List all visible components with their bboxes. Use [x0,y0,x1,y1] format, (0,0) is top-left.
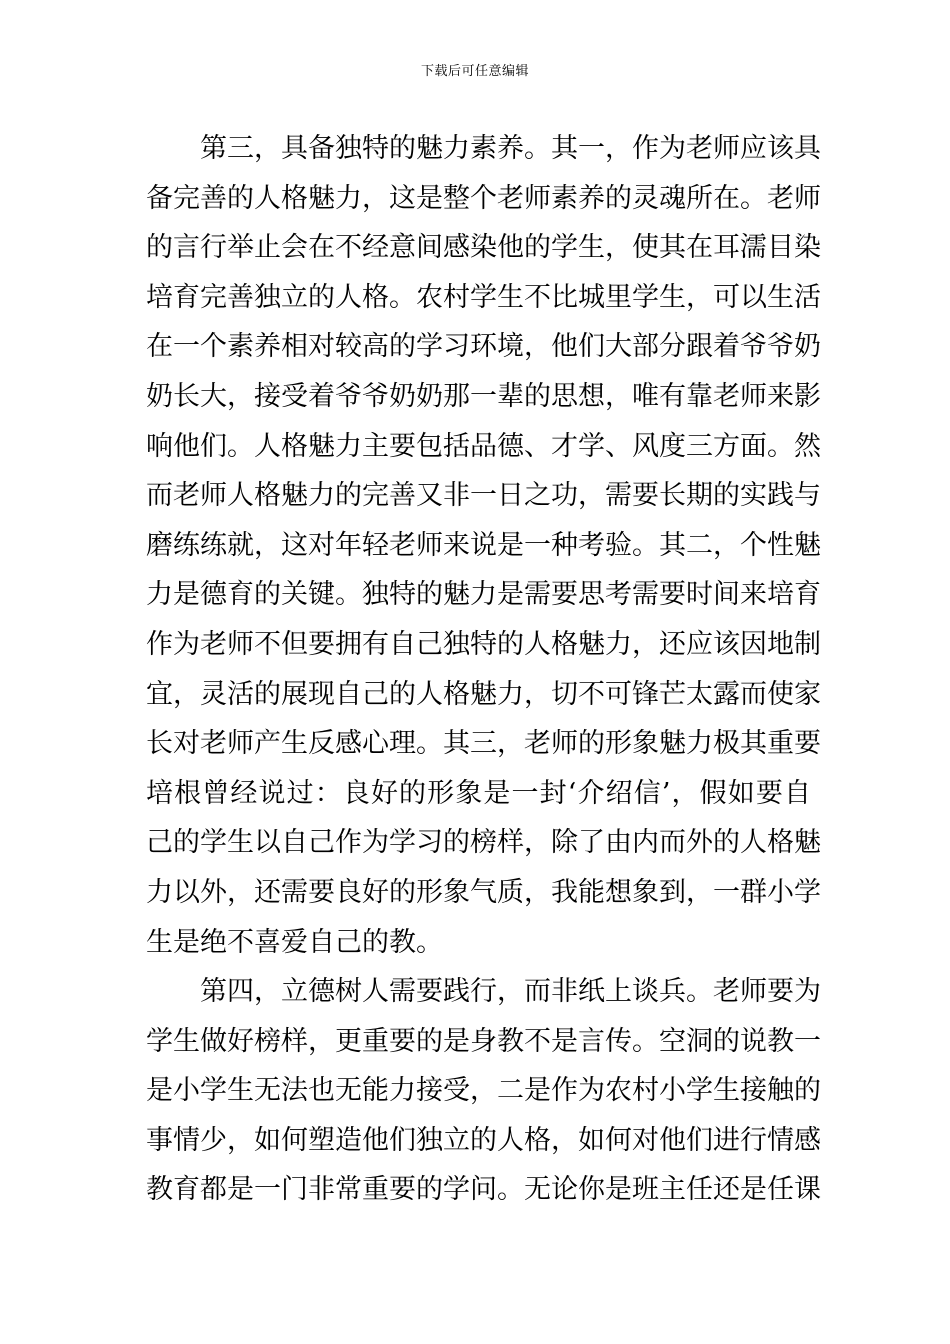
paragraph-1-line: 作为老师不但要拥有自己独特的人格魅力，还应该因地制 [146,628,821,660]
paragraph-1-line: 力是德育的关键。独特的魅力是需要思考需要时间来培育 [146,579,821,611]
paragraph-1-line: 培根曾经说过：良好的形象是一封‘介绍信’，假如要自 [146,777,811,809]
paragraph-1-line: 宜，灵活的展现自己的人格魅力，切不可锋芒太露而使家 [146,678,821,710]
paragraph-2-line: 学生做好榜样，更重要的是身教不是言传。空洞的说教一 [146,1025,821,1057]
paragraph-1-line: 己的学生以自己作为学习的榜样，除了由内而外的人格魅 [146,827,821,859]
paragraph-2-line: 是小学生无法也无能力接受，二是作为农村小学生接触的 [146,1075,821,1107]
document-body [146,124,821,1215]
paragraph-1-line: 的言行举止会在不经意间感染他的学生，使其在耳濡目染 [146,232,821,264]
paragraph-1-line: 响他们。人格魅力主要包括品德、才学、风度三方面。然 [146,430,821,462]
paragraph-1-line: 长对老师产生反感心理。其三，老师的形象魅力极其重要 [146,728,821,760]
paragraph-2-line: 事情少，如何塑造他们独立的人格，如何对他们进行情感 [146,1124,821,1156]
paragraph-1-line: 磨练练就，这对年轻老师来说是一种考验。其二，个性魅 [146,529,821,561]
paragraph-2-line: 第四，立德树人需要践行，而非纸上谈兵。老师要为 [200,976,821,1008]
paragraph-1-line: 培育完善独立的人格。农村学生不比城里学生，可以生活 [146,281,821,313]
paragraph-1-line: 备完善的人格魅力，这是整个老师素养的灵魂所在。老师 [146,182,821,214]
page-header: 下载后可任意编辑 [420,64,529,79]
paragraph-2-line: 教育都是一门非常重要的学问。无论你是班主任还是任课 [146,1174,821,1206]
paragraph-1-line: 力以外，还需要良好的形象气质，我能想象到，一群小学 [146,876,821,908]
paragraph-1-line: 第三，具备独特的魅力素养。其一，作为老师应该具 [200,133,821,164]
paragraph-1-line: 而老师人格魅力的完善又非一日之功，需要长期的实践与 [146,480,821,512]
paragraph-1-line: 奶长大，接受着爷爷奶奶那一辈的思想，唯有靠老师来影 [146,380,821,412]
paragraph-1-line: 生是绝不喜爱自己的教。 [146,926,443,958]
paragraph-1-line: 在一个素养相对较高的学习环境，他们大部分跟着爷爷奶 [146,331,821,363]
